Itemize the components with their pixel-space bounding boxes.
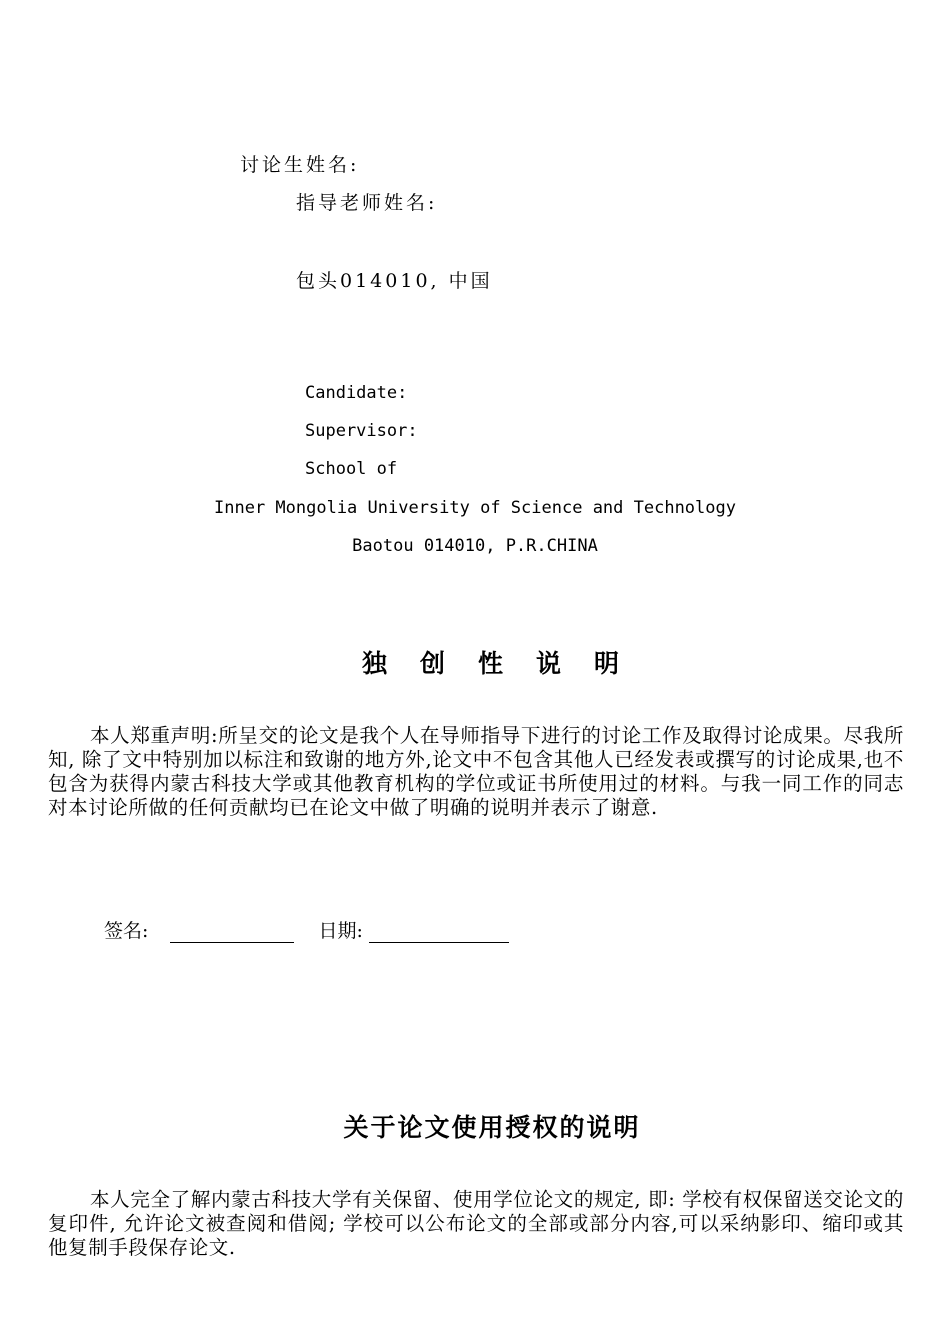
student-name-label: 讨论生姓名: bbox=[240, 154, 360, 176]
supervisor-en-label: Supervisor: bbox=[305, 421, 418, 441]
authorization-title: 关于论文使用授权的说明 bbox=[343, 1113, 641, 1142]
originality-title: 独创性说明 bbox=[362, 649, 653, 678]
school-label: School of bbox=[305, 459, 398, 479]
university-name-en: Inner Mongolia University of Science and Technology bbox=[214, 498, 736, 518]
signature-label: 签名: bbox=[104, 920, 149, 942]
date-field[interactable] bbox=[369, 922, 509, 943]
originality-statement: 本人郑重声明:所呈交的论文是我个人在导师指导下进行的讨论工作及取得讨论成果。尽我所知, 除了文中特别加以标注和致谢的地方外,论文中不包含其他人已经发表或撰写的讨论成果,也不包含为获得内蒙古科技大学或其他教育机构的学位或证书所使用过的材料。与我一同工作的同志对本讨论所做的任何贡献均已在论文中做了明确的说明并表示了谢意. bbox=[48, 724, 904, 819]
signature-field[interactable] bbox=[170, 922, 294, 943]
location-cn: 包头014010, 中国 bbox=[296, 270, 493, 292]
location-en: Baotou 014010, P.R.CHINA bbox=[352, 536, 598, 556]
authorization-statement: 本人完全了解内蒙古科技大学有关保留、使用学位论文的规定, 即: 学校有权保留送交论文的复印件, 允许论文被查阅和借阅; 学校可以公布论文的全部或部分内容,可以采纳影印、缩印或其他复制手段保存论文. bbox=[48, 1188, 904, 1259]
supervisor-name-label: 指导老师姓名: bbox=[296, 192, 438, 214]
signature-row bbox=[104, 916, 509, 943]
candidate-label: Candidate: bbox=[305, 383, 408, 403]
date-label: 日期: bbox=[318, 920, 363, 942]
